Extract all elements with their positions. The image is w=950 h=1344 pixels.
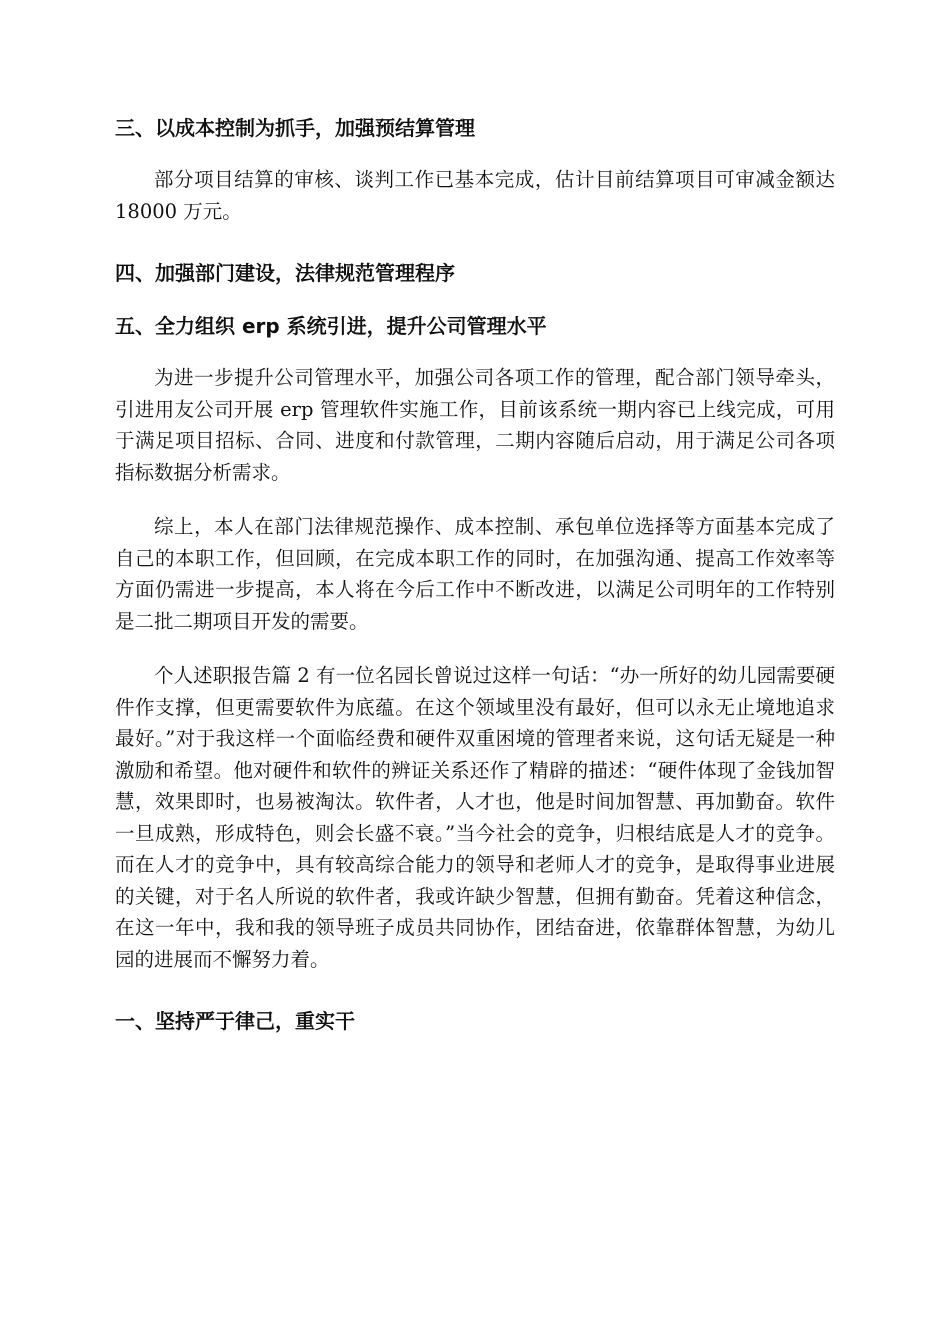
section-heading-3: 三、以成本控制为抓手，加强预结算管理	[115, 116, 475, 140]
document-body	[115, 112, 835, 1037]
report-2-paragraph: 个人述职报告篇 2 有一位名园长曾说过这样一句话：“办一所好的幼儿园需要硬件作支撑，但更需要软件为底蕴。在这个领域里没有最好，但可以永无止境地追求最好。”对于我这样一个面临经费和硬件双重困境的管理者来说，这句话无疑是一种激励和希望。他对硬件和软件的辨证关系还作了精辟的描述：“硬件体现了金钱加智慧，效果即时，也易被淘汰。软件者，人才也，他是时间加智慧、再加勤奋。软件一旦成熟，形成特色，则会长盛不衰。”当今社会的竞争，归根结底是人才的竞争。而在人才的竞争中，具有较高综合能力的领导和老师人才的竞争，是取得事业进展的关键，对于名人所说的软件者，我或许缺少智慧，但拥有勤奋。凭着这种信念，在这一年中，我和我的领导班子成员共同协作，团结奋进，依靠群体智慧，为幼儿园的进展而不懈努力着。	[115, 664, 835, 971]
section-heading-1: 一、坚持严于律己，重实干	[115, 1009, 355, 1033]
section-heading-5: 五、全力组织 erp 系统引进，提升公司管理水平	[115, 314, 547, 338]
section-paragraph-3: 部分项目结算的审核、谈判工作已基本完成，估计目前结算项目可审减金额达 18000 万元。	[115, 168, 835, 223]
section-paragraph-5: 为进一步提升公司管理水平，加强公司各项工作的管理，配合部门领导牵头，引进用友公司开展 erp 管理软件实施工作，目前该系统一期内容已上线完成，可用于满足项目招标、合同、进度和付款管理，二期内容随后启动，用于满足公司各项指标数据分析需求。	[115, 366, 835, 484]
summary-paragraph: 综上，本人在部门法律规范操作、成本控制、承包单位选择等方面基本完成了自己的本职工作，但回顾，在完成本职工作的同时，在加强沟通、提高工作效率等方面仍需进一步提高，本人将在今后工作中不断改进，以满足公司明年的工作特别是二批二期项目开发的需要。	[115, 515, 835, 633]
section-heading-4: 四、加强部门建设，法律规范管理程序	[115, 261, 455, 285]
